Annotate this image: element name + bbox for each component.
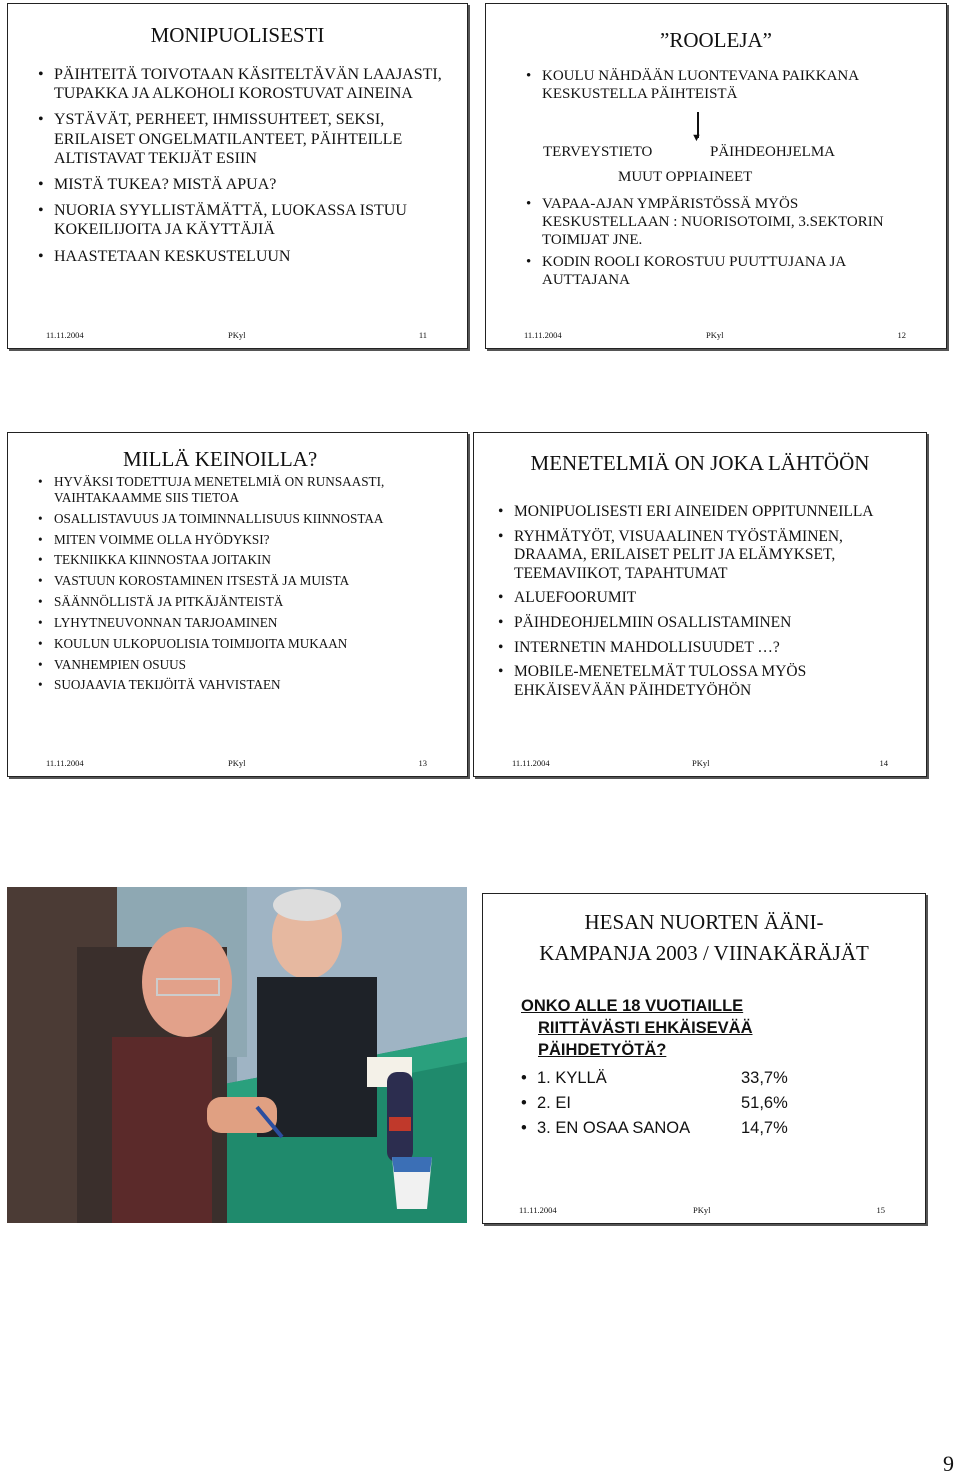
list-item: • MONIPUOLISESTI ERI AINEIDEN OPPITUNNEILLA xyxy=(496,503,916,522)
center-label: MUUT OPPIAINEET xyxy=(618,169,753,185)
slide-14 xyxy=(473,432,927,777)
question-line: ONKO ALLE 18 VUOTIAILLE xyxy=(521,997,744,1015)
question-line: PÄIHDETYÖTÄ? xyxy=(538,1041,667,1059)
slide-title: HESAN NUORTEN ÄÄNI- xyxy=(584,910,824,934)
answer-label: 3. EN OSAA SANOA xyxy=(537,1118,691,1137)
question-line: RIITTÄVÄSTI EHKÄISEVÄÄ xyxy=(538,1019,753,1037)
answer-value: 14,7% xyxy=(741,1118,788,1137)
footer-slide-number: 12 xyxy=(897,330,906,340)
answer-value: 51,6% xyxy=(741,1093,788,1112)
bullet-list xyxy=(524,67,924,103)
slide-title-line2: KAMPANJA 2003 / VIINAKÄRÄJÄT xyxy=(539,941,869,965)
answer-item xyxy=(519,1094,839,1114)
slide-title: ”ROOLEJA” xyxy=(660,28,772,52)
list-item: • KOULU NÄHDÄÄN LUONTEVANA PAIKKANA KESKUSTELLA PÄIHTEISTÄ xyxy=(524,67,924,103)
slide-11 xyxy=(7,3,468,349)
bullet-list xyxy=(496,503,916,700)
survey-question xyxy=(521,995,753,1061)
answer-item xyxy=(519,1119,839,1139)
photo-illustration xyxy=(7,887,467,1223)
footer-author: PKyl xyxy=(228,330,246,340)
list-item: • OSALLISTAVUUS JA TOIMINNALLISUUS KIINNOSTAA xyxy=(36,511,446,527)
list-item: • KOULUN ULKOPUOLISIA TOIMIJOITA MUKAAN xyxy=(36,636,446,652)
list-item: • TEKNIIKKA KIINNOSTAA JOITAKIN xyxy=(36,552,446,568)
slide-title: MONIPUOLISESTI xyxy=(150,23,325,47)
list-item: • LYHYTNEUVONNAN TARJOAMINEN xyxy=(36,615,446,631)
left-label: TERVEYSTIETO xyxy=(543,144,653,160)
bullet-list xyxy=(36,65,446,266)
arrow-head-icon: ▼ xyxy=(691,132,702,144)
bullet-list xyxy=(36,474,446,693)
footer-author: PKyl xyxy=(706,330,724,340)
list-item: • HAASTETAAN KESKUSTELUUN xyxy=(36,247,446,266)
list-item: • PÄIHTEITÄ TOIVOTAAN KÄSITELTÄVÄN LAAJASTI, TUPAKKA JA ALKOHOLI KOROSTUVAT AINEINA xyxy=(36,65,446,103)
footer-author: PKyl xyxy=(693,1205,711,1215)
footer-slide-number: 11 xyxy=(418,330,427,340)
list-item: • MOBILE-MENETELMÄT TULOSSA MYÖS EHKÄISEVÄÄN PÄIHDETYÖHÖN xyxy=(496,663,916,700)
list-item: • NUORIA SYYLLISTÄMÄTTÄ, LUOKASSA ISTUU KOKEILIJOITA JA KÄYTTÄJIÄ xyxy=(36,201,446,239)
list-item: • HYVÄKSI TODETTUJA MENETELMIÄ ON RUNSAASTI, VAIHTAKAAMME SIIS TIETOA xyxy=(36,474,446,506)
slide-15 xyxy=(482,893,926,1224)
answer-label: 2. EI xyxy=(537,1093,571,1112)
list-item: • KODIN ROOLI KOROSTUU PUUTTUJANA JA AUTTAJANA xyxy=(524,253,924,289)
answer-item xyxy=(519,1069,839,1089)
list-item: • PÄIHDEOHJELMIIN OSALLISTAMINEN xyxy=(496,614,916,633)
list-item: • VANHEMPIEN OSUUS xyxy=(36,657,446,673)
footer-author: PKyl xyxy=(228,758,246,768)
slide-title: MENETELMIÄ ON JOKA LÄHTÖÖN xyxy=(530,451,870,475)
list-item: • SÄÄNNÖLLISTÄ JA PITKÄJÄNTEISTÄ xyxy=(36,594,446,610)
list-item: • MISTÄ TUKEA? MISTÄ APUA? xyxy=(36,175,446,194)
list-item: • ALUEFOORUMIT xyxy=(496,589,916,608)
footer-date: 11.11.2004 xyxy=(46,330,84,340)
answer-value: 33,7% xyxy=(741,1069,788,1087)
footer-date: 11.11.2004 xyxy=(512,758,550,768)
slide-12 xyxy=(485,3,947,349)
footer-date: 11.11.2004 xyxy=(46,758,84,768)
footer-slide-number: 15 xyxy=(876,1205,885,1215)
answer-label: 1. KYLLÄ xyxy=(537,1069,607,1087)
footer-author: PKyl xyxy=(692,758,710,768)
right-label: PÄIHDEOHJELMA xyxy=(710,144,835,160)
answer-list xyxy=(519,1069,839,1138)
list-item: • VAPAA-AJAN YMPÄRISTÖSSÄ MYÖS KESKUSTELLAAN : NUORISOTOIMI, 3.SEKTORIN TOIMIJAT JNE. xyxy=(524,195,924,249)
page-number: 9 xyxy=(943,1451,954,1476)
list-item: • VASTUUN KOROSTAMINEN ITSESTÄ JA MUISTA xyxy=(36,573,446,589)
footer-slide-number: 13 xyxy=(418,758,427,768)
bullet-list xyxy=(524,195,924,289)
list-item: • MITEN VOIMME OLLA HYÖDYKSI? xyxy=(36,532,446,548)
footer-slide-number: 14 xyxy=(879,758,888,768)
list-item: • SUOJAAVIA TEKIJÖITÄ VAHVISTAEN xyxy=(36,677,446,693)
footer-date: 11.11.2004 xyxy=(524,330,562,340)
slide-13 xyxy=(7,432,468,777)
list-item: • INTERNETIN MAHDOLLISUUDET …? xyxy=(496,639,916,658)
photo xyxy=(7,887,467,1223)
slide-title: MILLÄ KEINOILLA? xyxy=(123,447,318,471)
list-item: • RYHMÄTYÖT, VISUAALINEN TYÖSTÄMINEN, DRAAMA, ERILAISET PELIT JA ELÄMYKSET, TEEMAVIIKOT, TAPAHTUMAT xyxy=(496,528,916,584)
footer-date: 11.11.2004 xyxy=(519,1205,557,1215)
list-item: • YSTÄVÄT, PERHEET, IHMISSUHTEET, SEKSI, ERILAISET ONGELMATILANTEET, PÄIHTEILLE ALTISTAVAT TEKIJÄT ESIIN xyxy=(36,110,446,168)
